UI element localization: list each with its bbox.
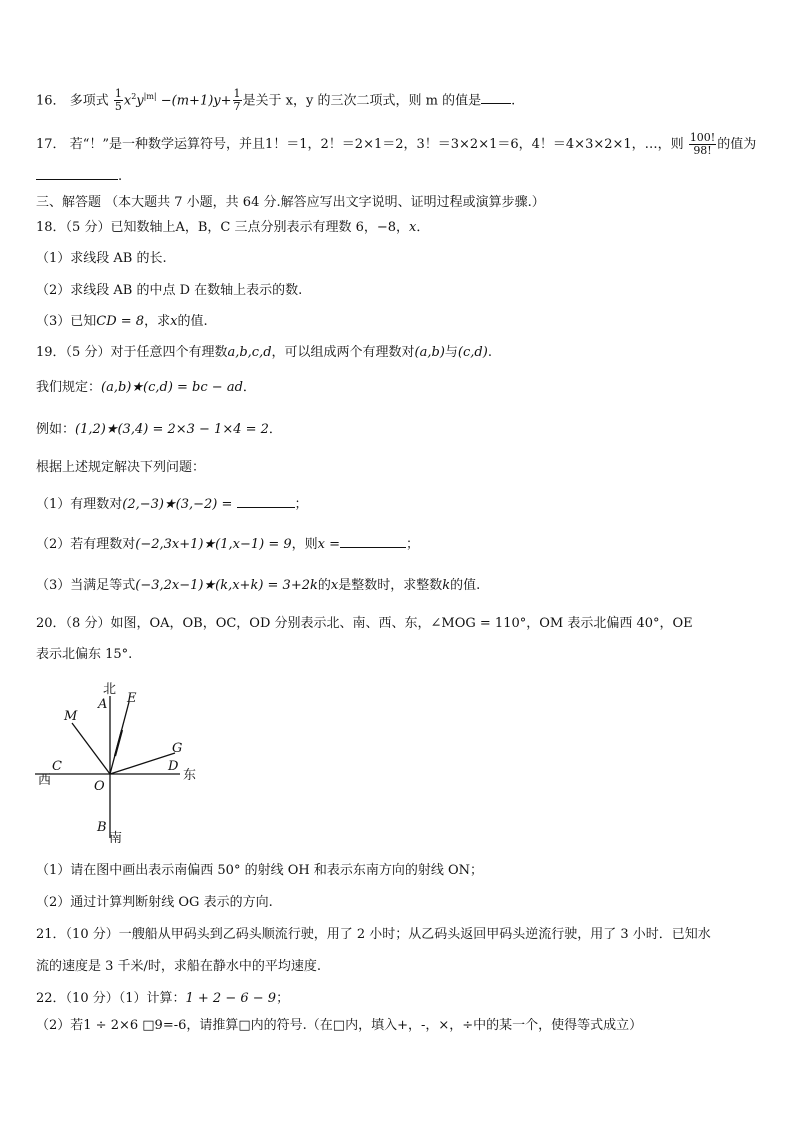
q22-line-1: 22．（10 分）（1）计算：1 + 2 − 6 − 9； <box>36 991 290 1006</box>
q19-part-3: （3）当满足等式(−3,2x−1)★(k,x+k) = 3+2k的x是整数时，求整数k的值. <box>36 578 481 593</box>
section-3-heading: 三、解答题 （本大题共 7 小题，共 64 分.解答应写出文字说明、证明过程或演算步骤.） <box>36 195 545 210</box>
label-west: 西 <box>38 773 52 788</box>
q17-answer-line: . <box>36 168 758 186</box>
q19-heading: 19．（5 分）对于任意四个有理数a,b,c,d，可以组成两个有理数对(a,b)与(c,d). <box>36 345 492 360</box>
q16-pre: 多项式 <box>69 93 109 109</box>
q21-line-2: 流的速度是 3 千米/时，求船在静水中的平均速度. <box>36 959 322 974</box>
answer-blank <box>36 179 118 180</box>
label-d: D <box>168 759 179 774</box>
q17-number: 17． <box>36 137 66 152</box>
label-g: G <box>172 741 183 756</box>
q16-number: 16． <box>36 93 66 109</box>
q19-intro: 根据上述规定解决下列问题： <box>36 460 206 475</box>
q19-part-1: （1）有理数对(2,−3)★(3,−2) = ； <box>36 497 308 512</box>
q22-line-2: （2）若1 ÷ 2×6 □9=-6，请推算□内的符号.（在□内，填入+，-，×，÷中的某一个，使得等式成立） <box>36 1018 643 1033</box>
q21-line-1: 21．（10 分）一艘船从甲码头到乙码头顺流行驶，用了 2 小时；从乙码头返回甲码头逆流行驶，用了 3 小时．已知水 <box>36 927 711 942</box>
ray-og <box>110 753 175 774</box>
q19-part-2: （2）若有理数对(−2,3x+1)★(1,x−1) = 9，则x = ； <box>36 537 420 552</box>
answer-blank <box>237 507 295 508</box>
label-east: 东 <box>183 768 197 783</box>
q20-part-2: （2）通过计算判断射线 OG 表示的方向. <box>36 895 273 910</box>
label-m: M <box>64 709 78 724</box>
answer-blank <box>340 547 406 548</box>
label-e: E <box>127 691 137 706</box>
q20-line-1: 20．（8 分）如图，OA，OB，OC，OD 分别表示北、南、西、东，∠MOG = 110°，OM 表示北偏西 40°，OE <box>36 616 693 631</box>
q20-line-2: 表示北偏东 15°. <box>36 647 133 662</box>
q17-fraction: $\frac{100!}{98!}$ <box>689 131 716 157</box>
q18-heading: 18．（5 分）已知数轴上A，B，C 三点分别表示有理数 6，−8，x． <box>36 220 430 235</box>
q16-mid: −(m+1)y+ <box>160 93 232 109</box>
q16-fraction-2: $\frac{1}{7}$ <box>233 87 241 114</box>
label-o: O <box>94 779 105 794</box>
q19-rule: 我们规定：(a,b)★(c,d) = bc − ad． <box>36 380 256 395</box>
label-south: 南 <box>109 831 123 846</box>
q17-line: 17． 若“！”是一种数学运算符号，并且1！＝1，2！＝2×1＝2，3！＝3×2×1＝6，4！＝4×3×2×1，…，则 $\frac{100!}{98!}$ 的值为 <box>36 131 757 157</box>
q18-part-3: （3）已知CD = 8，求x的值. <box>36 314 208 329</box>
q16-fraction-1: $\frac{1}{5}$ <box>114 87 122 114</box>
q20-part-1: （1）请在图中画出表示南偏西 50° 的射线 OH 和表示东南方向的射线 ON； <box>36 863 484 878</box>
label-north: 北 <box>103 682 117 697</box>
ray-oe-mark <box>115 730 122 756</box>
q18-part-1: （1）求线段 AB 的长. <box>36 251 167 266</box>
label-c: C <box>52 759 62 774</box>
q18-part-2: （2）求线段 AB 的中点 D 在数轴上表示的数. <box>36 283 303 298</box>
compass-diagram <box>30 678 220 848</box>
q16-line: 16． 多项式 $\frac{1}{5}$ $x^2y^{|m|} -(m+1)y+$ $\frac{1}{7}$ 是关于 x，y 的三次二项式，则 m 的值是 . <box>36 87 516 114</box>
q17-text: 若“！”是一种数学运算符号，并且1！＝1，2！＝2×1＝2，3！＝3×2×1＝6，4！＝4×3×2×1，…，则 <box>69 137 684 152</box>
label-a: A <box>98 697 108 712</box>
q16-post: 是关于 x，y 的三次二项式，则 m 的值是 <box>242 93 482 109</box>
answer-blank <box>481 103 511 104</box>
label-b: B <box>97 820 107 835</box>
ray-om <box>72 723 110 774</box>
q19-example: 例如：(1,2)★(3,4) = 2×3 − 1×4 = 2． <box>36 422 282 437</box>
